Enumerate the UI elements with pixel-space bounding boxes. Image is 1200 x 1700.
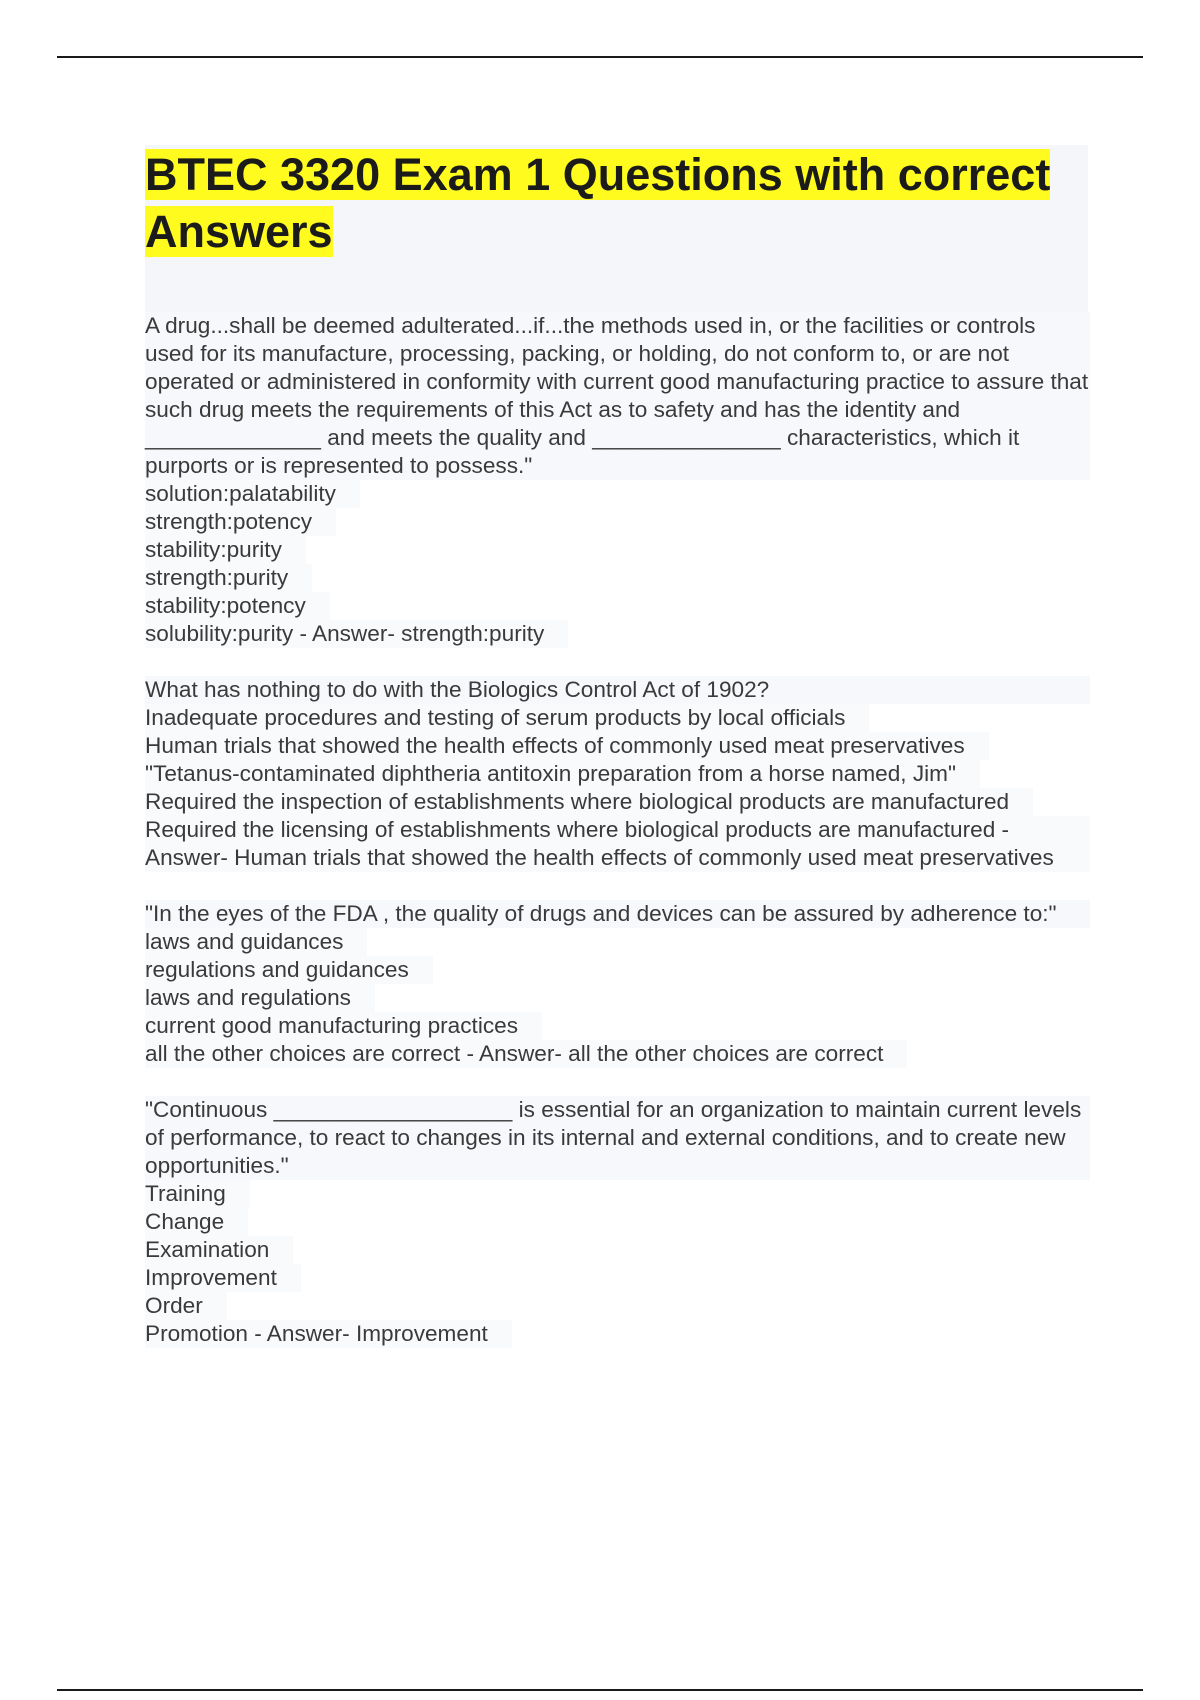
option-row xyxy=(145,1264,1090,1292)
answer-option: regulations and guidances xyxy=(145,956,433,984)
option-row xyxy=(145,1292,1090,1320)
option-row xyxy=(145,1236,1090,1264)
option-row xyxy=(145,732,1090,760)
document-title-text: BTEC 3320 Exam 1 Questions with correct Answers xyxy=(145,149,1051,257)
questions-list xyxy=(145,312,1090,1376)
bottom-rule xyxy=(57,1689,1143,1691)
option-row xyxy=(145,620,1090,648)
option-row xyxy=(145,788,1090,816)
option-row xyxy=(145,928,1090,956)
answer-option: Required the inspection of establishments where biological products are manufactured xyxy=(145,788,1033,816)
option-row xyxy=(145,1208,1090,1236)
question-text: A drug...shall be deemed adulterated...if...the methods used in, or the facilities or controls used for its manufacture, processing, packing, or holding, do not conform to, or are not operated or administered in conformity with current good manufacturing practice to assure that such drug meets the requirements of this Act as to safety and has the identity and ______________ and meets the quality and _______________ characteristics, which it purports or is represented to possess." xyxy=(145,313,1089,478)
option-row xyxy=(145,984,1090,1012)
question-block-4 xyxy=(145,1096,1090,1348)
question-block-1 xyxy=(145,312,1090,648)
question-block-2 xyxy=(145,676,1090,872)
title-block xyxy=(145,145,1088,313)
option-row xyxy=(145,1180,1090,1208)
answer-option: Training xyxy=(145,1180,250,1208)
answer-option: "Tetanus-contaminated diphtheria antitoxin preparation from a horse named, Jim" xyxy=(145,760,980,788)
option-row xyxy=(145,816,1090,872)
answer-option-with-answer: Promotion - Answer- Improvement xyxy=(145,1320,512,1348)
option-row xyxy=(145,704,1090,732)
option-row xyxy=(145,1012,1090,1040)
answer-option-with-answer: solubility:purity - Answer- strength:purity xyxy=(145,620,568,648)
answer-option: Examination xyxy=(145,1236,293,1264)
option-row xyxy=(145,536,1090,564)
answer-option: strength:purity xyxy=(145,564,312,592)
answer-option: laws and regulations xyxy=(145,984,375,1012)
answer-option: Change xyxy=(145,1208,248,1236)
option-row xyxy=(145,760,1090,788)
answer-option: Inadequate procedures and testing of serum products by local officials xyxy=(145,704,869,732)
option-row xyxy=(145,592,1090,620)
answer-option: Order xyxy=(145,1292,227,1320)
answer-option: Improvement xyxy=(145,1264,301,1292)
option-row xyxy=(145,1320,1090,1348)
document-title xyxy=(145,145,1088,260)
question-block-3 xyxy=(145,900,1090,1068)
answer-option: Human trials that showed the health effects of commonly used meat preservatives xyxy=(145,732,989,760)
answer-option-with-answer: Required the licensing of establishments where biological products are manufactured - Answer- Human trials that showed the health effects of commonly used meat preservatives xyxy=(145,816,1090,872)
answer-option: strength:potency xyxy=(145,508,336,536)
answer-option: stability:purity xyxy=(145,536,306,564)
question-text: "Continuous ___________________ is essential for an organization to maintain current levels of performance, to react to changes in its internal and external conditions, and to create new opportunities." xyxy=(145,1096,1090,1180)
option-row xyxy=(145,1040,1090,1068)
option-row xyxy=(145,956,1090,984)
option-row xyxy=(145,480,1090,508)
option-row xyxy=(145,508,1090,536)
top-rule xyxy=(57,56,1143,58)
answer-option: current good manufacturing practices xyxy=(145,1012,542,1040)
question-text: "In the eyes of the FDA , the quality of drugs and devices can be assured by adherence to:" xyxy=(145,900,1090,928)
answer-option: solution:palatability xyxy=(145,480,360,508)
answer-option: stability:potency xyxy=(145,592,330,620)
option-row xyxy=(145,564,1090,592)
answer-option-with-answer: all the other choices are correct - Answer- all the other choices are correct xyxy=(145,1040,907,1068)
answer-option: laws and guidances xyxy=(145,928,367,956)
question-text: What has nothing to do with the Biologics Control Act of 1902? xyxy=(145,676,1090,704)
